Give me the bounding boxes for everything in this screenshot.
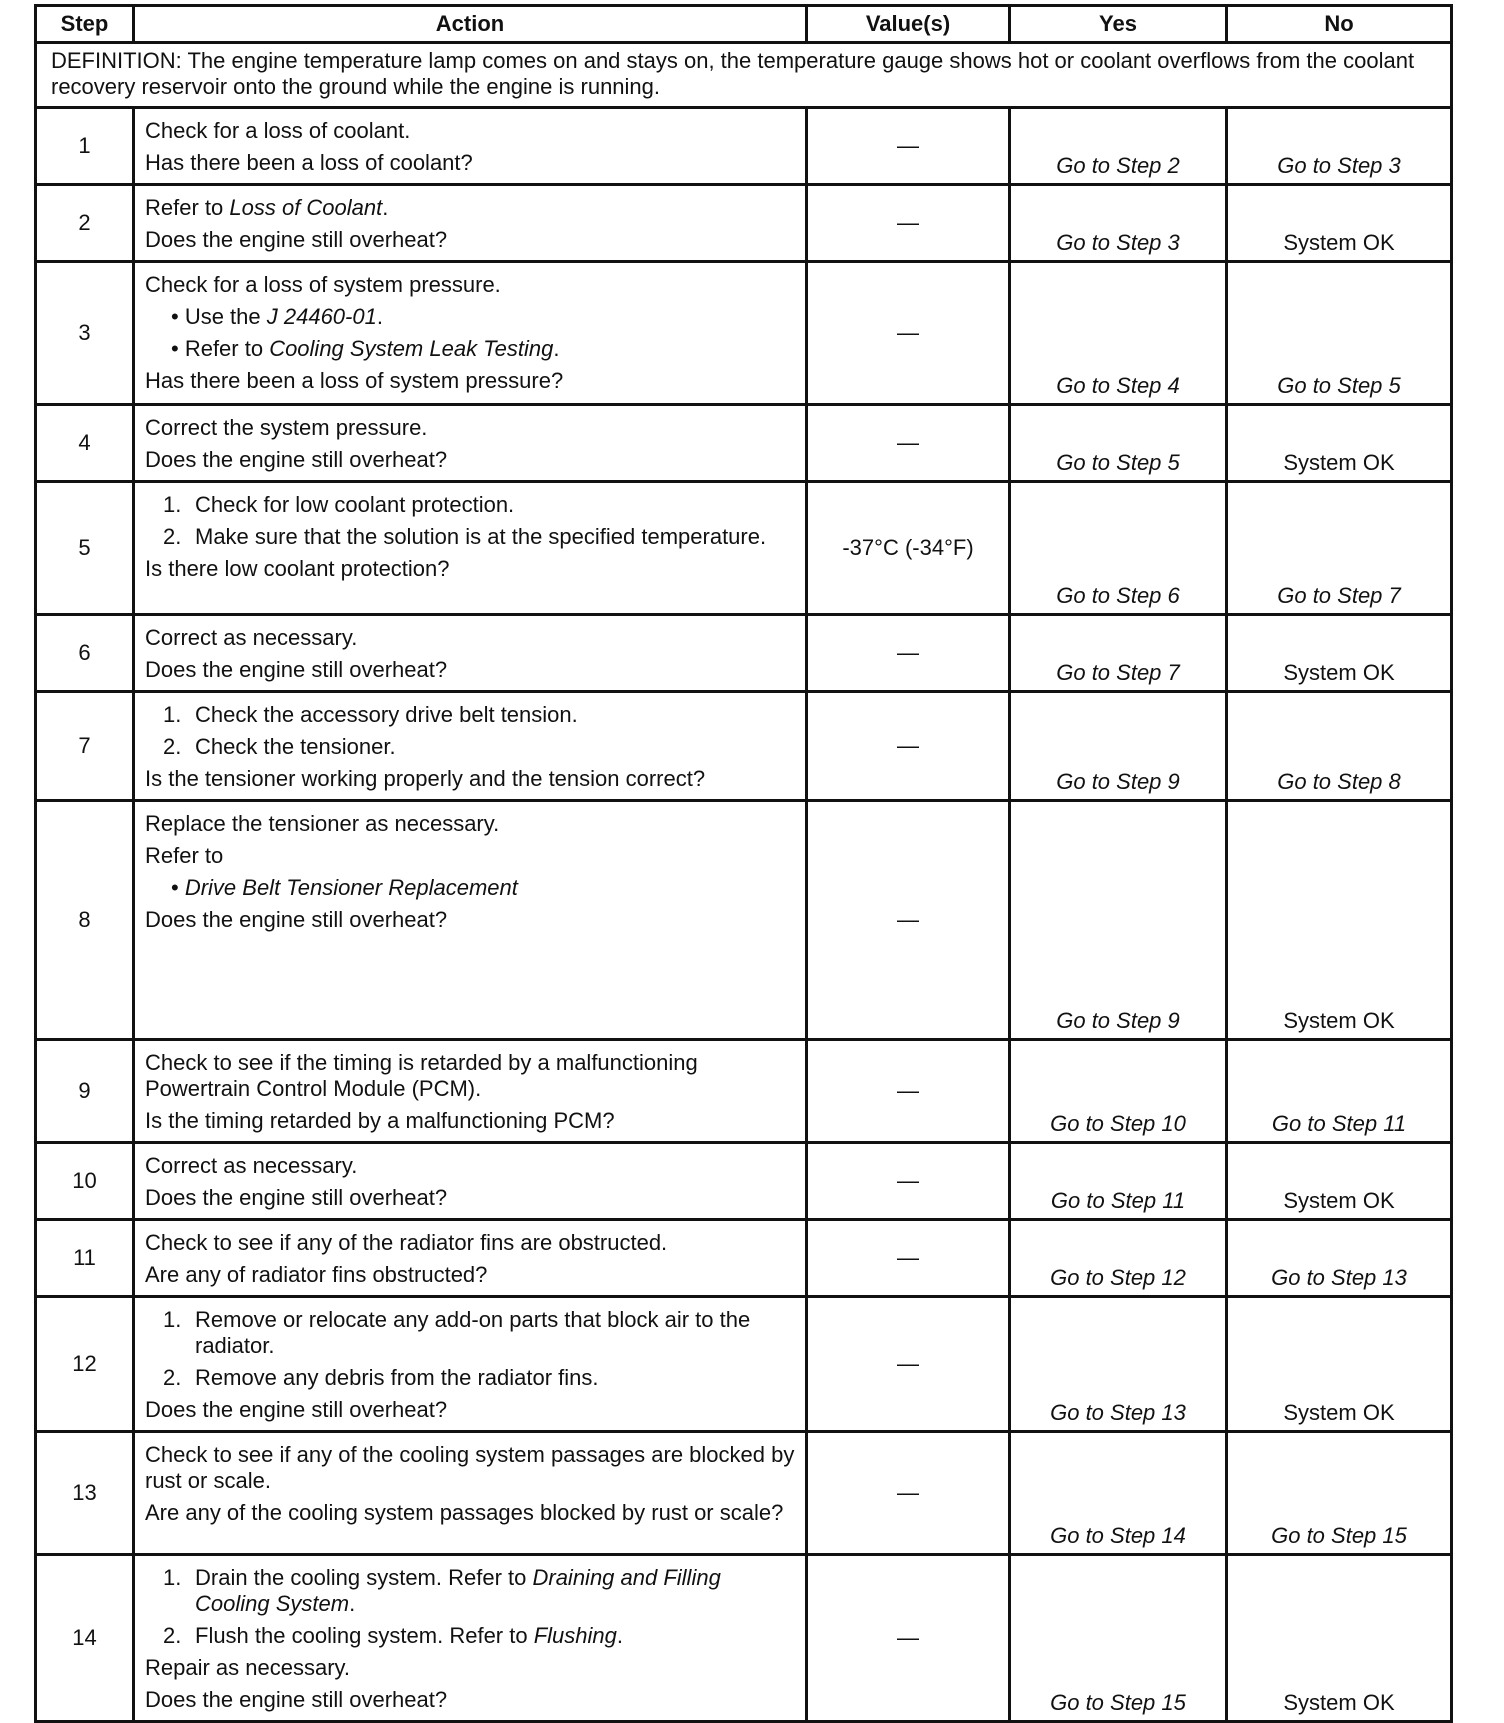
action-reference: J 24460-01 bbox=[266, 304, 377, 329]
action-text: Flush the cooling system. Refer to bbox=[195, 1623, 534, 1648]
action-question: Does the engine still overheat? bbox=[145, 657, 448, 682]
action-reference: Loss of Coolant bbox=[229, 195, 383, 220]
header-no: No bbox=[1227, 6, 1452, 43]
definition-text: DEFINITION: The engine temperature lamp comes on and stays on, the temperature gauge shows hot or coolant overflows from the coolant recovery reservoir onto the ground while the engine is running. bbox=[36, 43, 1452, 108]
step-number: 3 bbox=[36, 262, 134, 405]
value-cell: — bbox=[807, 1040, 1010, 1143]
step-number: 10 bbox=[36, 1143, 134, 1220]
no-cell: Go to Step 11 bbox=[1227, 1040, 1452, 1143]
table-row bbox=[36, 1143, 1452, 1220]
action-cell bbox=[134, 1143, 807, 1220]
value-cell: — bbox=[807, 1143, 1010, 1220]
item-text: Check for low coolant protection. bbox=[195, 492, 515, 517]
table-row bbox=[36, 801, 1452, 1040]
header-values: Value(s) bbox=[807, 6, 1010, 43]
table-row bbox=[36, 1040, 1452, 1143]
no-cell: Go to Step 7 bbox=[1227, 482, 1452, 615]
action-line: Check for a loss of coolant. bbox=[145, 118, 411, 143]
action-question: Is there low coolant protection? bbox=[145, 556, 450, 581]
action-question: Has there been a loss of system pressure? bbox=[145, 368, 564, 393]
action-numbered-item bbox=[145, 524, 795, 550]
action-line: Check for a loss of system pressure. bbox=[145, 272, 501, 297]
action-question: Has there been a loss of coolant? bbox=[145, 150, 473, 175]
table-row bbox=[36, 262, 1452, 405]
action-question: Does the engine still overheat? bbox=[145, 1397, 448, 1422]
yes-cell: Go to Step 7 bbox=[1010, 615, 1227, 692]
action-numbered-item bbox=[145, 492, 795, 518]
action-question: Is the tensioner working properly and the tension correct? bbox=[145, 766, 706, 791]
action-line: Check to see if any of the cooling system passages are blocked by rust or scale. bbox=[145, 1442, 795, 1493]
action-text: . bbox=[382, 195, 389, 220]
action-reference: Flushing bbox=[533, 1623, 617, 1648]
action-cell bbox=[134, 1297, 807, 1432]
item-text: Check the tensioner. bbox=[195, 734, 396, 759]
yes-cell: Go to Step 4 bbox=[1010, 262, 1227, 405]
value-cell: — bbox=[807, 185, 1010, 262]
action-line bbox=[145, 195, 795, 221]
yes-cell: Go to Step 9 bbox=[1010, 801, 1227, 1040]
header-row bbox=[36, 6, 1452, 43]
header-yes: Yes bbox=[1010, 6, 1227, 43]
item-text bbox=[195, 1623, 795, 1649]
yes-cell: Go to Step 3 bbox=[1010, 185, 1227, 262]
table-row bbox=[36, 1555, 1452, 1722]
step-number: 1 bbox=[36, 108, 134, 185]
definition-row bbox=[36, 43, 1452, 108]
action-line: Check to see if any of the radiator fins are obstructed. bbox=[145, 1230, 668, 1255]
action-cell bbox=[134, 615, 807, 692]
item-number: 1. bbox=[163, 492, 182, 517]
step-number: 11 bbox=[36, 1220, 134, 1297]
action-text: Refer to bbox=[145, 195, 230, 220]
action-numbered-item bbox=[145, 734, 795, 760]
action-numbered-item bbox=[145, 1565, 795, 1617]
action-bullet bbox=[145, 875, 795, 901]
item-text: Check the accessory drive belt tension. bbox=[195, 702, 578, 727]
action-line: Correct the system pressure. bbox=[145, 415, 428, 440]
step-number: 7 bbox=[36, 692, 134, 801]
action-cell bbox=[134, 801, 807, 1040]
action-cell bbox=[134, 1555, 807, 1722]
action-cell bbox=[134, 185, 807, 262]
action-cell bbox=[134, 1040, 807, 1143]
action-text: . bbox=[616, 1623, 623, 1648]
yes-cell: Go to Step 15 bbox=[1010, 1555, 1227, 1722]
action-line: Replace the tensioner as necessary. bbox=[145, 811, 500, 836]
action-line: Correct as necessary. bbox=[145, 1153, 358, 1178]
value-cell: — bbox=[807, 1555, 1010, 1722]
action-text: . bbox=[376, 304, 383, 329]
item-number: 2. bbox=[163, 1365, 182, 1390]
action-question: Are any of radiator fins obstructed? bbox=[145, 1262, 488, 1287]
table-row bbox=[36, 1432, 1452, 1555]
value-cell: — bbox=[807, 1432, 1010, 1555]
action-line: Check to see if the timing is retarded by a malfunctioning Powertrain Control Module (PCM). bbox=[145, 1050, 698, 1101]
no-cell: System OK bbox=[1227, 615, 1452, 692]
no-cell: Go to Step 5 bbox=[1227, 262, 1452, 405]
yes-cell: Go to Step 2 bbox=[1010, 108, 1227, 185]
no-cell: System OK bbox=[1227, 1555, 1452, 1722]
step-number: 6 bbox=[36, 615, 134, 692]
yes-cell: Go to Step 10 bbox=[1010, 1040, 1227, 1143]
step-number: 12 bbox=[36, 1297, 134, 1432]
action-line: Repair as necessary. bbox=[145, 1655, 351, 1680]
yes-cell: Go to Step 13 bbox=[1010, 1297, 1227, 1432]
action-bullet bbox=[145, 304, 795, 330]
item-number: 2. bbox=[163, 524, 182, 549]
step-number: 13 bbox=[36, 1432, 134, 1555]
item-text: Remove any debris from the radiator fins. bbox=[195, 1365, 599, 1390]
value-cell: — bbox=[807, 801, 1010, 1040]
action-question: Does the engine still overheat? bbox=[145, 447, 448, 472]
action-text: • Use the bbox=[171, 304, 267, 329]
value-cell: — bbox=[807, 1220, 1010, 1297]
action-question: Is the timing retarded by a malfunctioning PCM? bbox=[145, 1108, 615, 1133]
action-text: • bbox=[171, 875, 185, 900]
item-number: 2. bbox=[163, 734, 182, 759]
table-row bbox=[36, 1220, 1452, 1297]
no-cell: Go to Step 15 bbox=[1227, 1432, 1452, 1555]
step-number: 14 bbox=[36, 1555, 134, 1722]
step-number: 9 bbox=[36, 1040, 134, 1143]
action-cell bbox=[134, 692, 807, 801]
table-row bbox=[36, 615, 1452, 692]
action-numbered-item bbox=[145, 1365, 795, 1391]
action-cell bbox=[134, 262, 807, 405]
item-number: 1. bbox=[163, 1307, 182, 1332]
item-number: 2. bbox=[163, 1623, 182, 1648]
item-text: Remove or relocate any add-on parts that block air to the radiator. bbox=[195, 1307, 751, 1358]
yes-cell: Go to Step 9 bbox=[1010, 692, 1227, 801]
action-question: Does the engine still overheat? bbox=[145, 227, 448, 252]
value-cell: — bbox=[807, 615, 1010, 692]
item-text bbox=[195, 1565, 795, 1617]
no-cell: Go to Step 3 bbox=[1227, 108, 1452, 185]
action-reference: Cooling System Leak Testing bbox=[269, 336, 554, 361]
action-text: • Refer to bbox=[171, 336, 270, 361]
value-cell: — bbox=[807, 108, 1010, 185]
table-row bbox=[36, 405, 1452, 482]
no-cell: Go to Step 8 bbox=[1227, 692, 1452, 801]
action-numbered-item bbox=[145, 1623, 795, 1649]
no-cell: System OK bbox=[1227, 1143, 1452, 1220]
step-number: 4 bbox=[36, 405, 134, 482]
no-cell: System OK bbox=[1227, 1297, 1452, 1432]
value-cell: -37°C (-34°F) bbox=[807, 482, 1010, 615]
action-cell bbox=[134, 1432, 807, 1555]
yes-cell: Go to Step 5 bbox=[1010, 405, 1227, 482]
table-row bbox=[36, 108, 1452, 185]
action-line: Refer to bbox=[145, 843, 224, 868]
action-numbered-item bbox=[145, 1307, 795, 1359]
no-cell: System OK bbox=[1227, 185, 1452, 262]
yes-cell: Go to Step 14 bbox=[1010, 1432, 1227, 1555]
diagnostic-table bbox=[34, 4, 1453, 1723]
step-number: 2 bbox=[36, 185, 134, 262]
action-question: Does the engine still overheat? bbox=[145, 907, 448, 932]
value-cell: — bbox=[807, 405, 1010, 482]
action-reference: Draining and Filling Cooling System bbox=[195, 1565, 721, 1616]
item-number: 1. bbox=[163, 1565, 182, 1590]
item-number: 1. bbox=[163, 702, 182, 727]
action-text: . bbox=[553, 336, 560, 361]
action-bullet bbox=[145, 336, 795, 362]
yes-cell: Go to Step 11 bbox=[1010, 1143, 1227, 1220]
action-question: Does the engine still overheat? bbox=[145, 1185, 448, 1210]
action-cell bbox=[134, 108, 807, 185]
yes-cell: Go to Step 6 bbox=[1010, 482, 1227, 615]
step-number: 8 bbox=[36, 801, 134, 1040]
no-cell: System OK bbox=[1227, 405, 1452, 482]
action-line: Correct as necessary. bbox=[145, 625, 358, 650]
action-cell bbox=[134, 1220, 807, 1297]
table-row bbox=[36, 692, 1452, 801]
action-question: Are any of the cooling system passages blocked by rust or scale? bbox=[145, 1500, 784, 1525]
table-row bbox=[36, 1297, 1452, 1432]
no-cell: System OK bbox=[1227, 801, 1452, 1040]
action-reference: Drive Belt Tensioner Replacement bbox=[184, 875, 518, 900]
action-text: Drain the cooling system. Refer to bbox=[195, 1565, 533, 1590]
header-action: Action bbox=[134, 6, 807, 43]
action-numbered-item bbox=[145, 702, 795, 728]
no-cell: Go to Step 13 bbox=[1227, 1220, 1452, 1297]
action-cell bbox=[134, 482, 807, 615]
value-cell: — bbox=[807, 692, 1010, 801]
action-question: Does the engine still overheat? bbox=[145, 1687, 448, 1712]
header-step: Step bbox=[36, 6, 134, 43]
yes-cell: Go to Step 12 bbox=[1010, 1220, 1227, 1297]
table-row bbox=[36, 185, 1452, 262]
step-number: 5 bbox=[36, 482, 134, 615]
item-text: Make sure that the solution is at the specified temperature. bbox=[195, 524, 767, 549]
action-text: . bbox=[349, 1591, 356, 1616]
table-row bbox=[36, 482, 1452, 615]
value-cell: — bbox=[807, 262, 1010, 405]
action-cell bbox=[134, 405, 807, 482]
value-cell: — bbox=[807, 1297, 1010, 1432]
